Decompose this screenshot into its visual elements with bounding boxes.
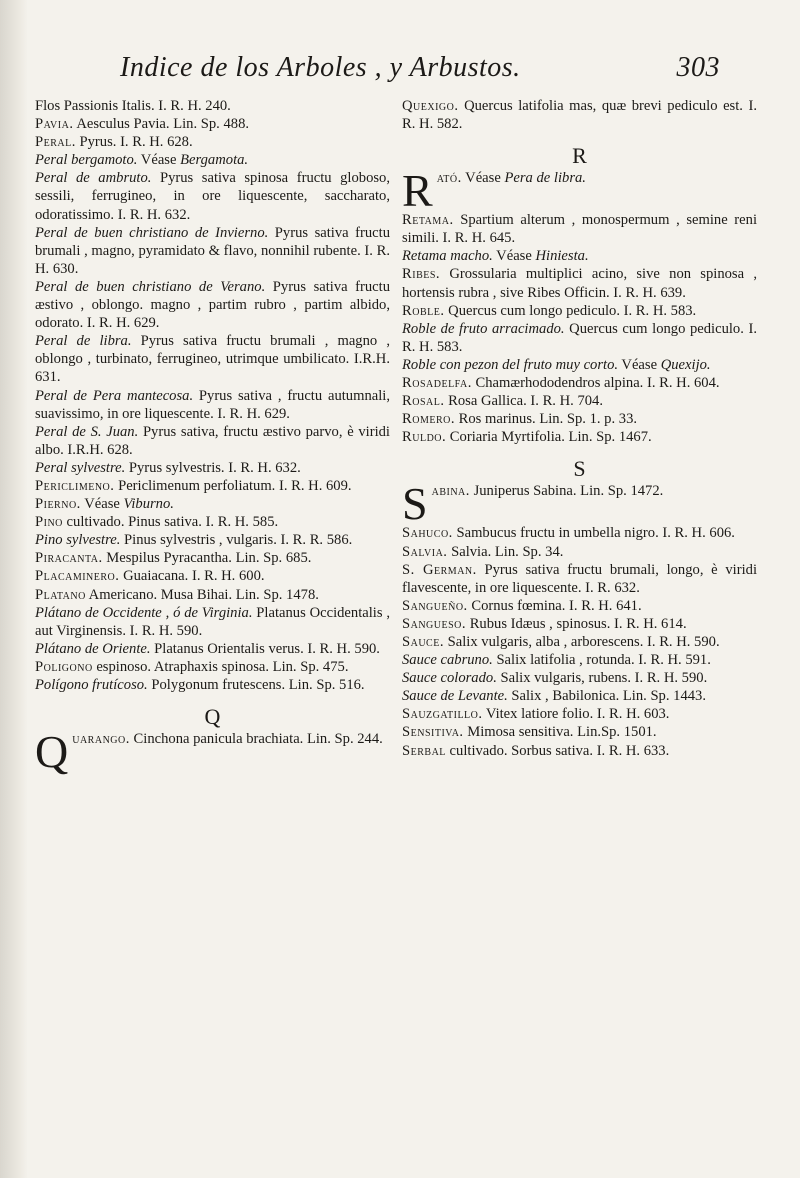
index-entry bbox=[35, 477, 390, 495]
index-entry bbox=[35, 513, 390, 531]
entry-text: espinoso. Atraphaxis spinosa. Lin. Sp. 475. bbox=[92, 658, 349, 675]
entry-headword: Pierno. bbox=[35, 496, 81, 513]
entry-text: Pyrus. I. R. H. 628. bbox=[75, 134, 193, 151]
drop-cap-r: R bbox=[402, 165, 433, 217]
entry-text: Pyrus sativa fructu æstivo , oblongo. magno , partim rubro , partim albido, odorato. I. R. H. 629. bbox=[35, 278, 390, 332]
header-title-part-3: , y bbox=[367, 52, 410, 83]
running-header bbox=[120, 52, 720, 84]
entry-headword: Pavia. bbox=[35, 116, 74, 133]
index-entry bbox=[402, 597, 757, 615]
r-first-entry bbox=[402, 165, 757, 217]
entry-headword-italic: Polígono frutícoso. bbox=[35, 677, 148, 693]
entry-headword: Retama. bbox=[402, 212, 454, 229]
entry-headword: Sensitiva. bbox=[402, 724, 464, 741]
index-entry bbox=[35, 423, 390, 459]
entry-text: Rosa Gallica. I. R. H. 704. bbox=[444, 393, 603, 410]
entry-headword-italic: Plátano de Occidente , ó de Virginia. bbox=[35, 604, 253, 621]
q-first-entry bbox=[35, 726, 390, 778]
entry-headword: uarango. bbox=[72, 731, 130, 748]
page-number: 303 bbox=[676, 52, 720, 83]
entry-headword: abina. bbox=[431, 483, 470, 500]
left-column bbox=[35, 97, 390, 778]
index-entry bbox=[35, 151, 390, 169]
entry-headword-italic: Retama macho. bbox=[402, 248, 493, 265]
entry-headword: Placaminero. bbox=[35, 568, 120, 585]
entry-text: Salix latifolia , rotunda. I. R. H. 591. bbox=[492, 652, 711, 669]
entry-headword: Quexigo. bbox=[402, 98, 459, 114]
entry-crossref: Bergamota. bbox=[180, 152, 249, 169]
index-entry bbox=[402, 428, 757, 446]
entry-headword-italic: Sauce colorado. bbox=[402, 670, 497, 687]
entry-headword: Peral. bbox=[35, 134, 76, 151]
entry-headword: Piracanta. bbox=[35, 550, 103, 567]
index-entry bbox=[402, 211, 757, 247]
entry-headword: Sauzgatillo. bbox=[402, 706, 483, 723]
entry-text: Véase bbox=[80, 496, 124, 513]
s-entry-list bbox=[402, 524, 757, 759]
entry-text: Véase bbox=[137, 152, 181, 169]
entry-text: Vitex latiore folio. I. R. H. 603. bbox=[482, 706, 670, 723]
entry-headword-italic: Peral bergamoto. bbox=[35, 152, 138, 169]
index-entry bbox=[35, 549, 390, 567]
drop-cap-q: Q bbox=[35, 726, 69, 778]
entry-headword: Salvia. bbox=[402, 543, 448, 560]
index-entry bbox=[35, 586, 390, 604]
entry-text: Grossularia multiplici acino, sive non spinosa , hortensis rubra , sive Ribes Officin. I. R. H. 639. bbox=[402, 266, 757, 301]
entry-text: Pyrus sativa fructu brumali, longo, è viridi flavescente, in ore liquescente. I. R. 632. bbox=[402, 561, 758, 596]
entry-text: Flos Passionis Italis. I. R. H. 240. bbox=[35, 98, 231, 114]
entry-headword-italic: Peral de S. Juan. bbox=[35, 423, 139, 440]
entry-text: Spartium alterum , monospermum , semine reni simili. I. R. H. 645. bbox=[402, 212, 757, 247]
index-entry bbox=[402, 669, 757, 687]
entry-headword: Sauce. bbox=[402, 633, 444, 650]
index-entry bbox=[402, 302, 757, 320]
entry-text: Mespilus Pyracantha. Lin. Sp. 685. bbox=[102, 550, 312, 567]
header-title-part-1: Indice de los bbox=[120, 52, 277, 83]
index-entry bbox=[402, 687, 757, 705]
entry-text: Pyrus sativa fructu brumali , magno, pyramidato & flavo, nonnihil rubente. I. R. H. 630. bbox=[35, 224, 390, 277]
index-entry bbox=[402, 633, 757, 651]
entry-headword-italic: Pino sylvestre. bbox=[35, 532, 121, 549]
index-entry bbox=[402, 320, 757, 356]
entry-headword: Sangueso. bbox=[402, 615, 467, 632]
entry-text: Guaiacana. I. R. H. 600. bbox=[119, 568, 265, 585]
section-letter-q: Q bbox=[204, 704, 221, 730]
index-entry bbox=[35, 133, 390, 151]
entry-text: Pyrus sativa, fructu æstivo parvo, è viridi albo. I.R.H. 628. bbox=[35, 423, 390, 458]
entry-headword-italic: Plátano de Oriente. bbox=[35, 640, 151, 657]
entry-text: Salix vulgaris, rubens. I. R. H. 590. bbox=[496, 670, 708, 687]
index-entry bbox=[402, 247, 757, 265]
entry-headword-italic: Roble de fruto arracimado. bbox=[402, 320, 565, 337]
index-entry bbox=[35, 224, 390, 278]
index-entry bbox=[402, 356, 757, 374]
entry-text: Pyrus sativa spinosa fructu globoso, sessili, ferrugineo, in ore liquescente, saccharato, odoratissimo. I. R. H. 632. bbox=[35, 170, 390, 223]
entry-text: Véase bbox=[492, 248, 536, 265]
index-entry bbox=[402, 723, 757, 741]
index-entry bbox=[402, 374, 757, 392]
entry-headword: ató. bbox=[436, 170, 462, 187]
entry-text: Quercus cum longo pediculo. I. R. H. 583. bbox=[402, 320, 757, 355]
s-first-entry bbox=[402, 478, 757, 530]
index-entry bbox=[402, 561, 757, 597]
entry-text: cultivado. Sorbus sativa. I. R. H. 633. bbox=[445, 742, 670, 759]
index-entry bbox=[35, 531, 390, 549]
index-entry bbox=[35, 604, 390, 640]
entry-text: Quercus latifolia mas, quæ brevi pediculo est. I. R. H. 582. bbox=[402, 98, 757, 133]
quexigo-entry bbox=[402, 97, 757, 133]
index-entry bbox=[402, 705, 757, 723]
entry-text: Americano. Musa Bihai. Lin. Sp. 1478. bbox=[85, 586, 319, 603]
index-entry bbox=[35, 169, 390, 223]
entry-headword: Rosal. bbox=[402, 393, 445, 410]
index-entry bbox=[35, 115, 390, 133]
left-entry-list bbox=[35, 97, 390, 694]
entry-headword: Poligono bbox=[35, 658, 93, 675]
entry-headword: Sahuco. bbox=[402, 525, 453, 542]
entry-headword: Roble. bbox=[402, 302, 445, 319]
entry-text: Chamærhododendros alpina. I. R. H. 604. bbox=[471, 375, 720, 392]
entry-headword-italic: Peral sylvestre. bbox=[35, 459, 126, 476]
entry-text: Platanus Occidentalis , aut Virginensis. I. R. H. 590. bbox=[35, 604, 390, 639]
entry-text: Juniperus Sabina. Lin. Sp. 1472. bbox=[469, 483, 664, 500]
entry-text: cultivado. Pinus sativa. I. R. H. 585. bbox=[62, 514, 279, 531]
entry-headword: Platano bbox=[35, 586, 86, 603]
entry-text: Coriaria Myrtifolia. Lin. Sp. 1467. bbox=[446, 429, 652, 446]
entry-headword: Rosadelfa. bbox=[402, 375, 472, 392]
index-entry bbox=[35, 567, 390, 585]
index-entry bbox=[35, 387, 390, 423]
entry-text: Ros marinus. Lin. Sp. 1. p. 33. bbox=[455, 411, 638, 428]
index-entry bbox=[35, 332, 390, 386]
entry-text: Platanus Orientalis verus. I. R. H. 590. bbox=[150, 640, 380, 657]
entry-headword: Sangueño. bbox=[402, 597, 468, 614]
entry-text: Salix , Babilonica. Lin. Sp. 1443. bbox=[507, 688, 706, 705]
entry-crossref: Quexijo. bbox=[660, 356, 711, 373]
entry-headword: Pino bbox=[35, 514, 63, 531]
index-entry bbox=[35, 459, 390, 477]
entry-text: Cornus fœmina. I. R. H. 641. bbox=[467, 597, 642, 614]
right-column bbox=[402, 97, 757, 760]
entry-text: Polygonum frutescens. Lin. Sp. 516. bbox=[147, 677, 365, 693]
entry-text: Quercus cum longo pediculo. I. R. H. 583. bbox=[444, 302, 697, 319]
index-entry bbox=[35, 640, 390, 658]
section-letter-s: S bbox=[573, 456, 586, 482]
entry-headword: Ribes. bbox=[402, 266, 441, 283]
entry-text: Rubus Idæus , spinosus. I. R. H. 614. bbox=[466, 615, 687, 632]
r-entry-list bbox=[402, 211, 757, 446]
entry-crossref: Hiniesta. bbox=[535, 248, 589, 265]
entry-headword: Romero. bbox=[402, 411, 455, 428]
index-entry bbox=[402, 524, 757, 542]
entry-text: Salix vulgaris, alba , arborescens. I. R. H. 590. bbox=[444, 633, 720, 650]
entry-headword-italic: Sauce de Levante. bbox=[402, 688, 508, 705]
entry-headword: S. German. bbox=[402, 561, 477, 578]
entry-headword-italic: Peral de Pera mantecosa. bbox=[35, 387, 194, 404]
index-entry bbox=[35, 676, 390, 694]
entry-text: Mimosa sensitiva. Lin.Sp. 1501. bbox=[463, 724, 657, 741]
index-entry bbox=[402, 392, 757, 410]
page-gutter-shadow bbox=[0, 0, 28, 1178]
entry-text: Sambucus fructu in umbella nigro. I. R. H. 606. bbox=[452, 525, 735, 542]
index-entry bbox=[402, 651, 757, 669]
index-entry bbox=[402, 410, 757, 428]
index-entry bbox=[35, 495, 390, 513]
entry-headword-italic: Peral de ambruto. bbox=[35, 170, 152, 187]
index-entry bbox=[35, 658, 390, 676]
index-entry bbox=[402, 265, 757, 301]
entry-text: Salvia. Lin. Sp. 34. bbox=[447, 543, 564, 560]
entry-text: Pinus sylvestris , vulgaris. I. R. R. 586. bbox=[120, 532, 353, 549]
entry-crossref: Viburno. bbox=[123, 496, 174, 513]
entry-text: Pyrus sativa , fructu autumnali, suavissimo, in ore liquescente. I. R. H. 629. bbox=[35, 387, 390, 422]
entry-text: Periclimenum perfoliatum. I. R. H. 609. bbox=[114, 477, 352, 494]
entry-text: Véase bbox=[461, 170, 505, 187]
entry-text: Cinchona panicula brachiata. Lin. Sp. 244. bbox=[129, 731, 383, 748]
entry-text: Véase bbox=[618, 356, 661, 373]
section-letter-r: R bbox=[572, 143, 587, 169]
entry-headword-italic: Roble con pezon del fruto muy corto. bbox=[402, 356, 619, 373]
entry-headword-italic: Peral de libra. bbox=[35, 333, 132, 350]
entry-text: Aesculus Pavia. Lin. Sp. 488. bbox=[73, 116, 250, 133]
entry-text: Pyrus sylvestris. I. R. H. 632. bbox=[125, 459, 301, 476]
drop-cap-s: S bbox=[402, 478, 428, 530]
entry-headword-italic: Sauce cabruno. bbox=[402, 652, 493, 669]
entry-headword: Periclimeno. bbox=[35, 477, 115, 494]
index-entry bbox=[35, 278, 390, 332]
entry-headword: Ruldo. bbox=[402, 429, 447, 446]
entry-crossref: Pera de libra. bbox=[504, 170, 586, 187]
entry-headword-italic: Peral de buen christiano de Verano. bbox=[35, 278, 266, 295]
index-entry bbox=[402, 543, 757, 561]
index-entry bbox=[402, 742, 757, 760]
entry-headword: Serbal bbox=[402, 742, 446, 759]
entry-headword-italic: Peral de buen christiano de Invierno. bbox=[35, 224, 269, 241]
header-title-part-4: Arbustos. bbox=[409, 52, 521, 83]
index-entry bbox=[402, 615, 757, 633]
index-entry bbox=[35, 97, 390, 115]
entry-text: Pyrus sativa fructu brumali , magno , oblongo , turbinato, ferrugineo, utrimque umbilicato. I.R.H. 631. bbox=[35, 333, 390, 386]
header-title-part-2: Arboles bbox=[276, 52, 368, 83]
